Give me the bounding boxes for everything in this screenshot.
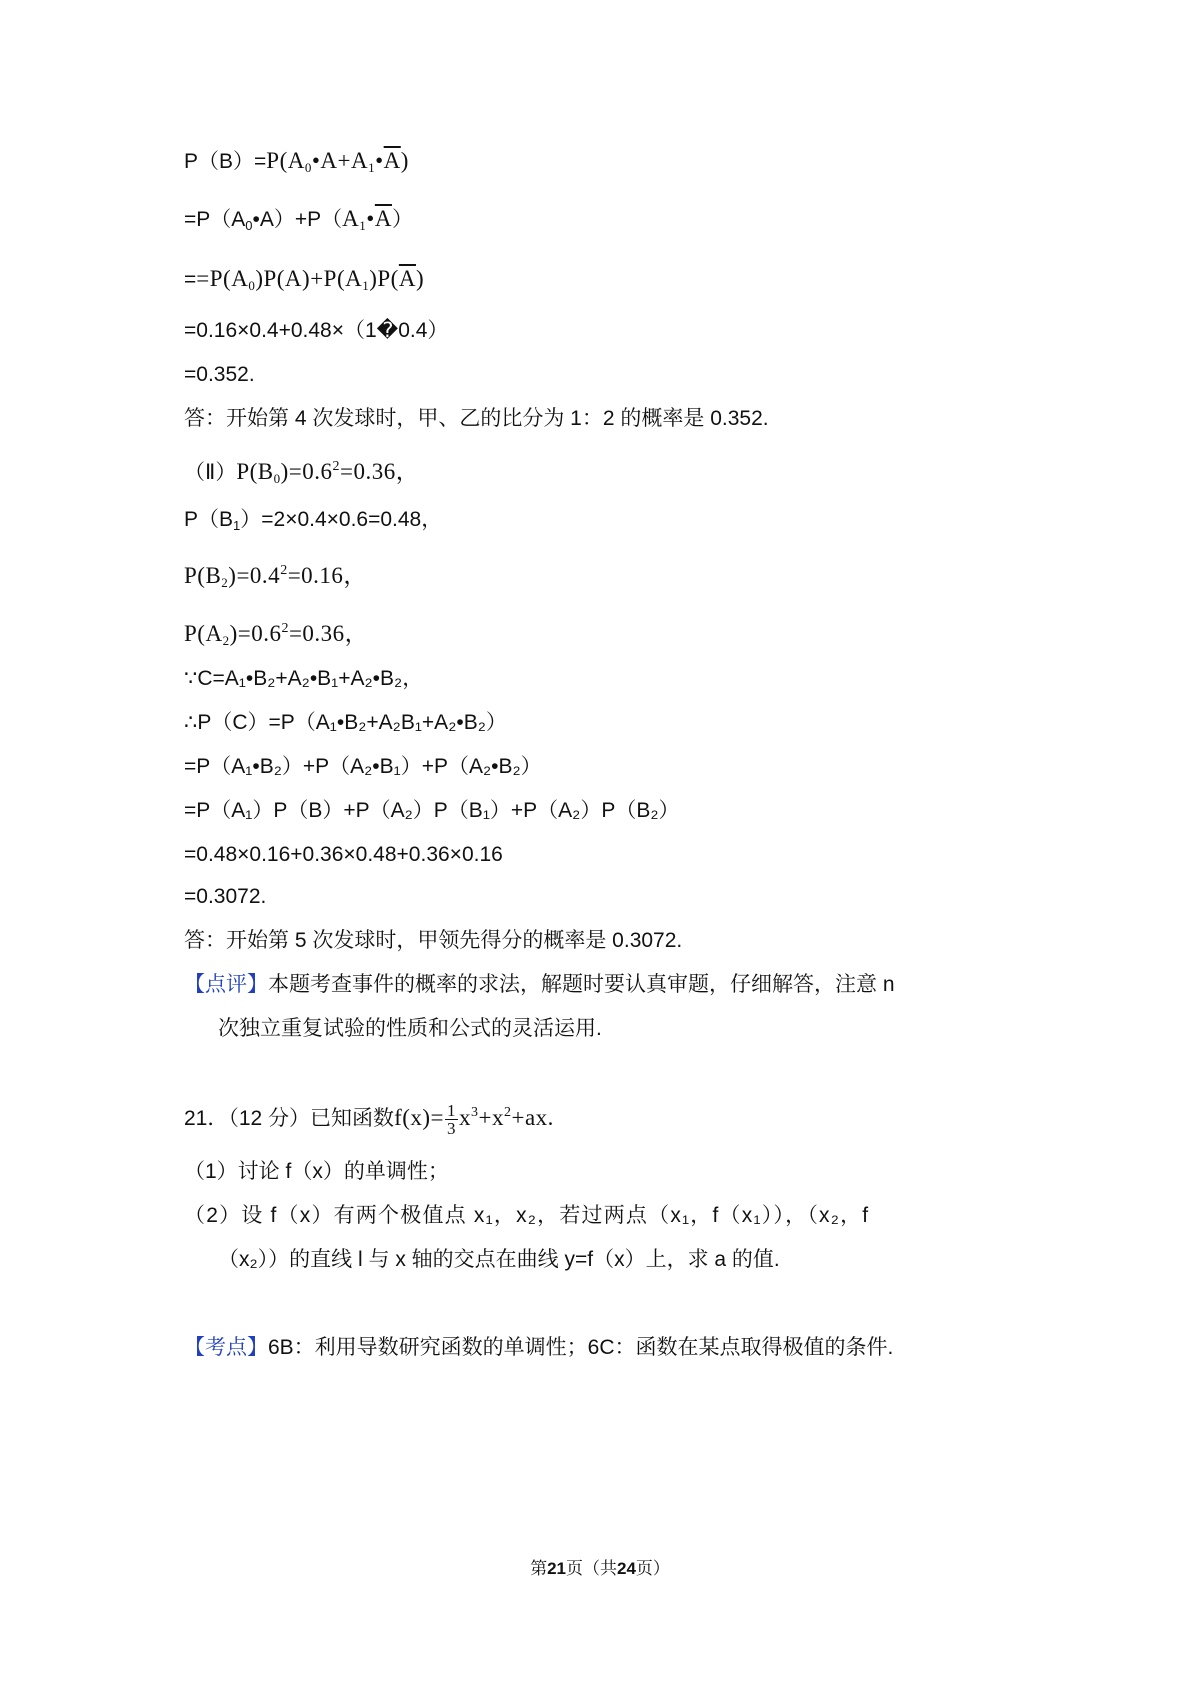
question-21-part-2-line-1: （2）设 f（x）有两个极值点 x₁，x₂，若过两点（x₁，f（x₁）），（x₂，f [184, 1204, 870, 1227]
part-2-line: $(Ⅱ)P(B_0)=0.6^2=0.36$， [184, 459, 420, 486]
review-line-2: 次独立重复试验的性质和公式的灵活运用. [218, 1017, 602, 1040]
eq-line-5: =0.352. [184, 363, 255, 386]
eq-line-3: $==P(A_0)P(A)+P(A_1)P(\overline{A})$ [184, 266, 425, 293]
eq-line-4: =0.16×0.4+0.48×（1�0.4） [184, 319, 449, 342]
eq-line-pc-3: =P（A₁）P（B）+P（A₂）P（B₁）+P（A₂）P（B₂） [184, 799, 680, 822]
current-page: 21 [547, 1559, 566, 1578]
eq-line-pa2 [184, 614, 368, 656]
review-line-1: 【点评】本题考查事件的概率的求法，解题时要认真审题，仔细解答，注意 n [184, 973, 895, 996]
answer-2: 答：开始第 5 次发球时，甲领先得分的概率是 0.3072. [184, 929, 683, 952]
eq-line-pb1: $P(B_1)=2\times 0.4\times 0.6=0.48$， [184, 508, 443, 533]
review-tag: 【点评】 [184, 973, 268, 996]
answer-1: 答：开始第 4 次发球时，甲、乙的比分为 1：2 的概率是 0.352. [184, 407, 769, 430]
eq-image-text: $P(B_0)=0.6^2=0.36$， [236, 459, 420, 486]
question-21: 21．（12 分）已知函数f(x)= $\frac{1}{3}$ $x^3+x^2+ax$. [184, 1101, 554, 1139]
page-footer: 第21页（共24页） [530, 1559, 670, 1579]
question-21-part-1: （1）讨论 f（x）的单调性； [184, 1160, 449, 1183]
eq-line-pc: ∴P（C）=P（A₁•B₂+A₂B₁+A₂•B₂） [184, 711, 507, 734]
eq-image-text: $P(A_0•A+A_1•\overline{A})$ [266, 148, 409, 175]
eq-image-text: $P(B_2)=0.4^2=0.16$， [184, 563, 367, 590]
knowledge-point: 【考点】6B：利用导数研究函数的单调性；6C：函数在某点取得极值的条件. [184, 1336, 894, 1359]
eq-image-text: $A_1•\overline{A}$ [342, 206, 392, 233]
fraction-one-third: $\frac{1}{3}$ [447, 1101, 457, 1139]
question-21-part-2-line-2: （x₂））的直线 l 与 x 轴的交点在曲线 y=f（x）上，求 a 的值. [218, 1248, 780, 1271]
total-pages: 24 [617, 1559, 636, 1578]
eq-image-text: $P(A_2)=0.6^2=0.36$， [184, 621, 369, 648]
eq-line-2: $=P(A_0•A)+P(A_1•\overline{A})$ [184, 206, 413, 233]
eq-line-c: ∵C=A₁•B₂+A₂•B₁+A₂•B₂， [184, 667, 424, 690]
eq-line-pc-5: =0.3072. [184, 885, 267, 908]
eq-image-text: $=P(A_0)P(A)+P(A_1)P(\overline{A})$ [196, 266, 425, 293]
knowledge-tag: 【考点】 [184, 1336, 268, 1359]
function-formula: f(x)= $\frac{1}{3}$ $x^3+x^2+ax$. [394, 1101, 554, 1139]
eq-line-pb2 [184, 556, 367, 598]
eq-line-pc-2: =P（A₁•B₂）+P（A₂•B₁）+P（A₂•B₂） [184, 755, 542, 778]
eq-line-1: $P(B)=P(A_0•A+A_1•\overline{A})$ [184, 148, 409, 175]
eq-line-pc-4: =0.48×0.16+0.36×0.48+0.36×0.16 [184, 843, 503, 866]
